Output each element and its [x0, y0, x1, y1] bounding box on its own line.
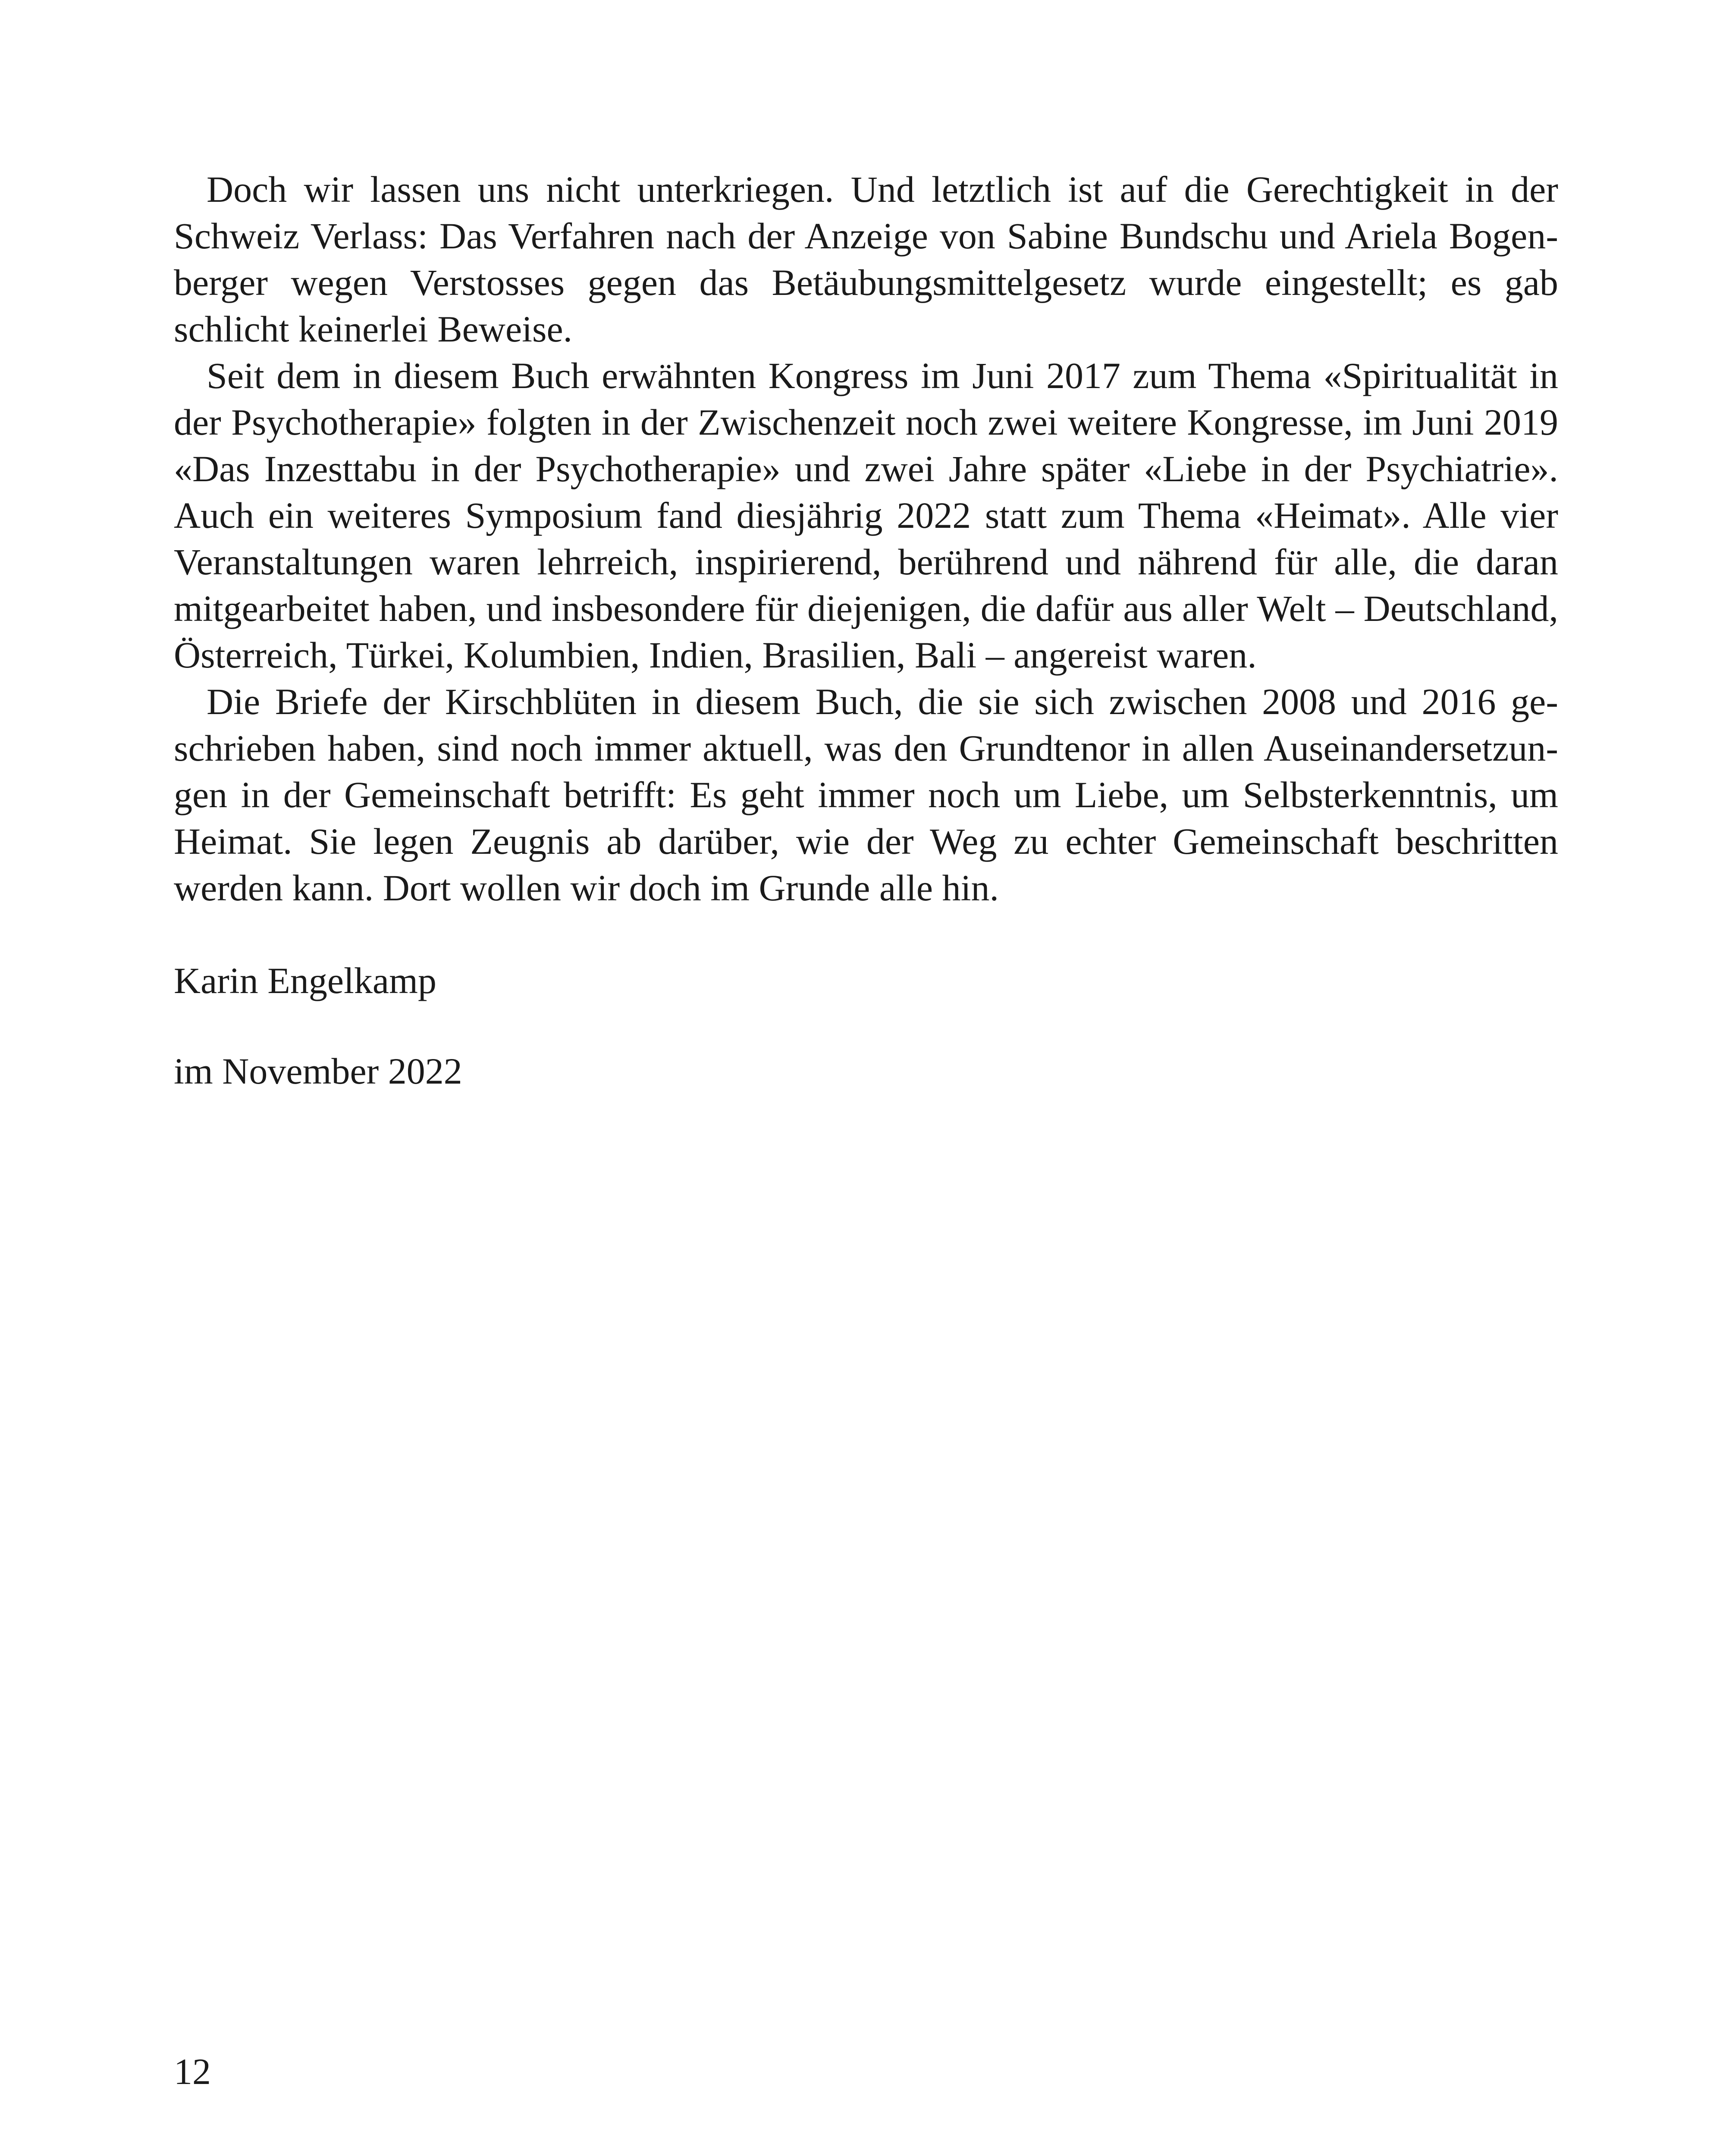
page-number: 12: [174, 2051, 211, 2092]
paragraph-2: Seit dem in diesem Buch erwähnten Kongress im Juni 2017 zum Thema «Spiritualität in der Psychotherapie» folgten in der Zwischenzeit noch zwei weitere Kongresse, im Juni 2019 «Das Inzesttabu in der Psychotherapie» und zwei Jahre später «Liebe in der Psychiatrie». Auch ein weiteres Symposium fand diesjährig 2022 statt zum Thema «Heimat». Alle vier Veranstaltungen waren lehrreich, inspirierend, berührend und nährend für alle, die daran mitgearbeitet haben, und insbesondere für diejenigen, die dafür aus aller Welt – Deutschland, Österreich, Türkei, Kolumbien, Indien, Brasilien, Bali – angereist waren.: [174, 355, 1558, 676]
paragraph-3: Die Briefe der Kirschblüten in diesem Buch, die sie sich zwischen 2008 und 2016 geschrieben haben, sind noch immer aktuell, was den Grundtenor in allen Auseinandersetzungen in der Gemeinschaft betrifft: Es geht immer noch um Liebe, um Selbsterkenntnis, um Heimat. Sie legen Zeugnis ab darüber, wie der Weg zu echter Gemeinschaft beschritten werden kann. Dort wollen wir doch im Grunde alle hin.: [174, 681, 1558, 909]
paragraph-1: Doch wir lassen uns nicht unterkriegen. Und letztlich ist auf die Gerechtigkeit in der Schweiz Verlass: Das Verfahren nach der Anzeige von Sabine Bundschu und Ariela Bogenberger wegen Verstosses gegen das Betäubungsmittelgesetz wurde eingestellt; es gab schlicht keinerlei Beweise.: [174, 169, 1558, 350]
signature-date: im November 2022: [174, 1050, 462, 1092]
author-name: Karin Engelkamp: [174, 960, 436, 1001]
body-text: [174, 166, 1558, 911]
